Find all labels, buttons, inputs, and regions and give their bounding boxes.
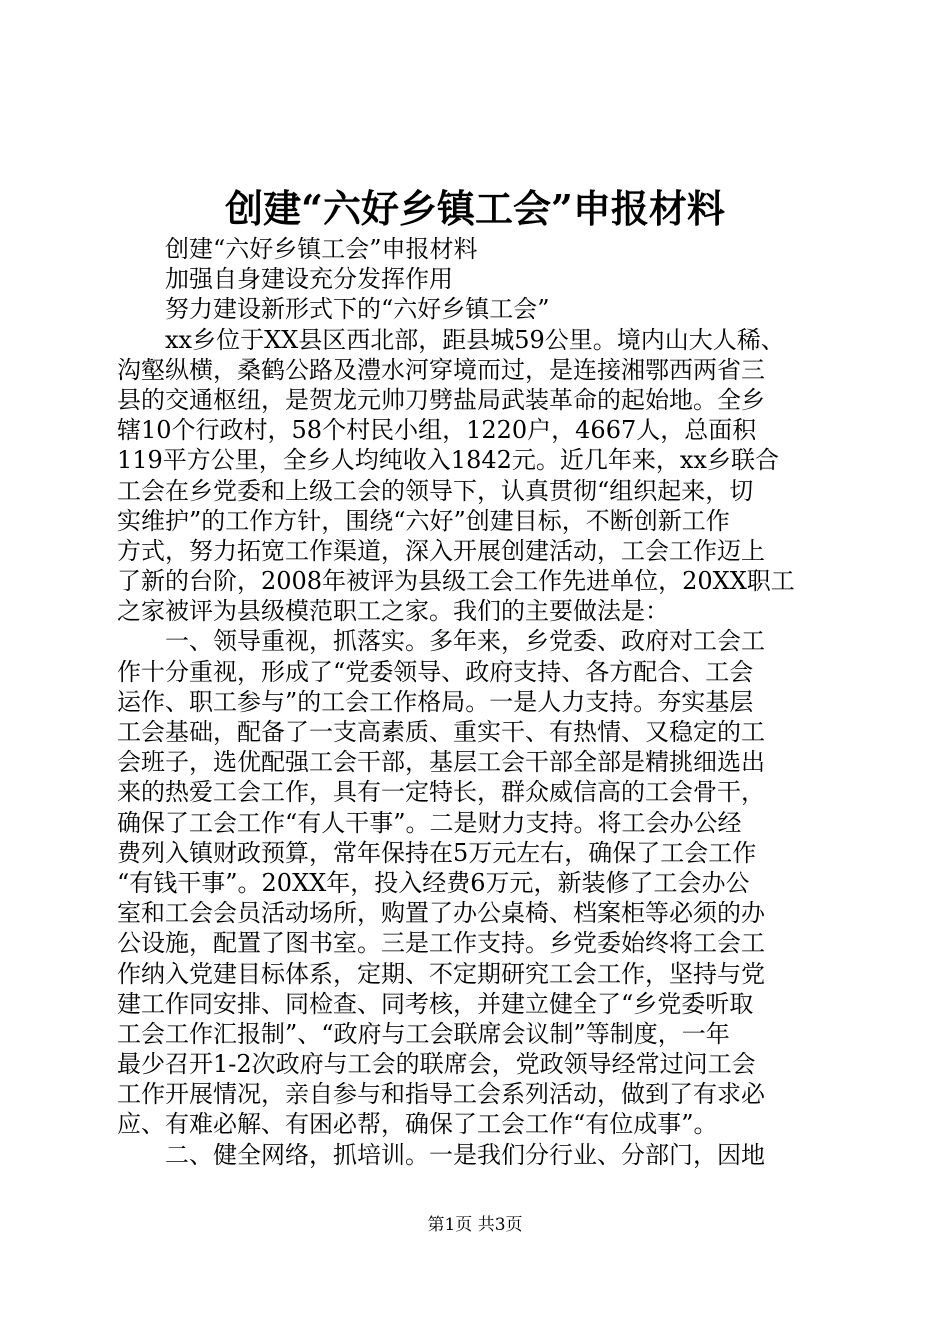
- body-line: 二、健全网络，抓培训。一是我们分行业、分部门，因地: [117, 1140, 765, 1169]
- body-line: 创建“六好乡镇工会”申报材料: [117, 235, 478, 263]
- body-line: 室和工会会员活动场所，购置了办公桌椅、档案柜等必须的办: [117, 899, 765, 928]
- body-line: 工会在乡党委和上级工会的领导下，认真贯彻“组织起来，切: [117, 476, 754, 505]
- page-number-footer: 第1页 共3页: [427, 1215, 523, 1235]
- body-line: 方式，努力拓宽工作渠道，深入开展创建活动，工会工作迈上: [117, 536, 765, 565]
- document-title: 创建“六好乡镇工会”申报材料: [225, 186, 725, 231]
- body-line: 一、领导重视，抓落实。多年来，乡党委、政府对工会工: [117, 627, 765, 656]
- body-line: 作纳入党建目标体系，定期、不定期研究工会工作，坚持与党: [117, 959, 765, 988]
- document-body: [117, 234, 833, 1170]
- body-line: 努力建设新形式下的“六好乡镇工会”: [117, 295, 550, 324]
- body-line: 运作、职工参与”的工会工作格局。一是人力支持。夯实基层: [117, 687, 754, 716]
- body-line: 辖10个行政村，58个村民小组，1220户，4667人，总面积: [117, 416, 757, 445]
- body-line: 县的交通枢纽，是贺龙元帅刀劈盐局武装革命的起始地。全乡: [117, 385, 765, 414]
- body-line: 建工作同安排、同检查、同考核，并建立健全了“乡党委听取: [117, 989, 754, 1018]
- body-line: 应、有难必解、有困必帮，确保了工会工作“有位成事”。: [117, 1110, 718, 1139]
- body-line: xx乡位于XX县区西北部，距县城59公里。境内山大人稀、: [117, 325, 785, 354]
- body-line: 最少召开1-2次政府与工会的联席会，党政领导经常过问工会: [117, 1050, 756, 1079]
- body-line: 工会基础，配备了一支高素质、重实干、有热情、又稳定的工: [117, 718, 765, 746]
- body-line: 119平方公里，全乡人均纯收入1842元。近几年来，xx乡联合: [117, 446, 779, 475]
- body-line: 会班子，选优配强工会干部，基层工会干部全部是精挑细选出: [117, 748, 765, 777]
- body-line: 沟壑纵横，桑鹤公路及澧水河穿境而过，是连接湘鄂西两省三: [117, 355, 765, 384]
- body-line: 作十分重视，形成了“党委领导、政府支持、各方配合、工会: [117, 657, 754, 686]
- body-line: 之家被评为县级模范职工之家。我们的主要做法是：: [117, 597, 669, 626]
- body-line: 公设施，配置了图书室。三是工作支持。乡党委始终将工会工: [117, 929, 765, 958]
- body-line: 加强自身建设充分发挥作用: [117, 265, 453, 294]
- body-line: “有钱干事”。20XX年，投入经费6万元，新装修了工会办公: [117, 868, 750, 897]
- body-line: 工作开展情况，亲自参与和指导工会系列活动，做到了有求必: [117, 1080, 765, 1109]
- body-line: 实维护”的工作方针，围绕“六好”创建目标，不断创新工作: [117, 506, 730, 535]
- body-line: 了新的台阶，2008年被评为县级工会工作先进单位，20XX职工: [117, 567, 795, 596]
- body-line: 来的热爱工会工作，具有一定特长，群众威信高的工会骨干，: [117, 778, 765, 807]
- body-line: 费列入镇财政预算，常年保持在5万元左右，确保了工会工作: [117, 838, 757, 867]
- body-line: 工会工作汇报制”、“政府与工会联席会议制”等制度，一年: [117, 1019, 730, 1048]
- body-line: 确保了工会工作“有人干事”。二是财力支持。将工会办公经: [117, 808, 742, 837]
